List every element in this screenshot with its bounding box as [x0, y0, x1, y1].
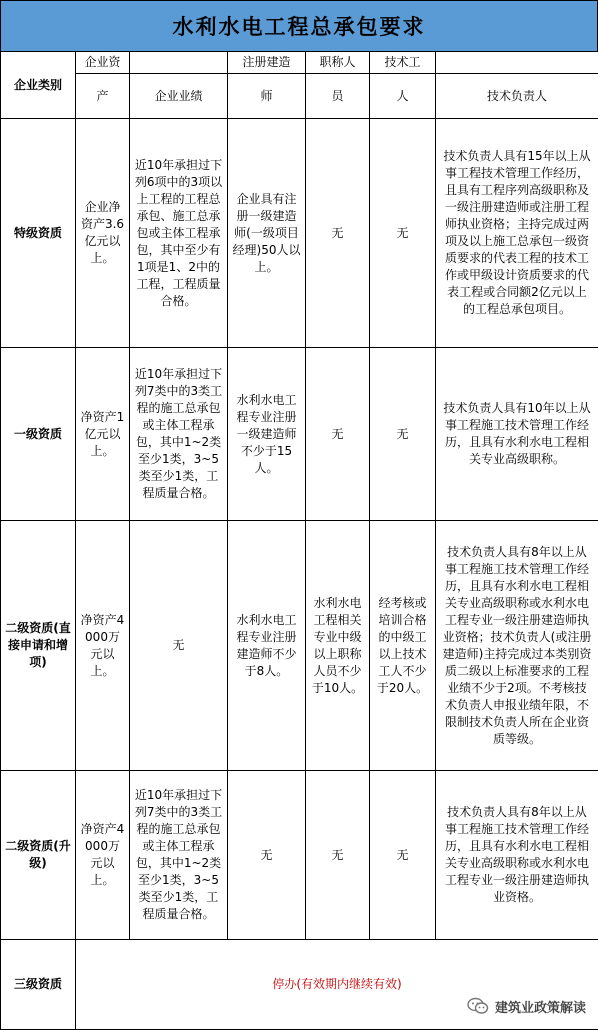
header-row-top: [1, 52, 598, 74]
row-tech-leader: 技术负责人具有15年以上从事工程技术管理工作经历，且具有工程序列高级职称及一级注册建造师或注册工程师执业资格；主持完成过两项及以上施工总承包一级资质要求的代表工程的技术工作或甲级设计资质要求的代表工程或合同额2亿元以上的工程总承包项目。: [436, 119, 598, 348]
header-worker-bottom: 人: [370, 74, 436, 119]
header-assets-bottom: 产: [76, 74, 130, 119]
row-category: 三级资质: [1, 940, 76, 1030]
header-tech-leader: 技术负责人: [436, 74, 598, 119]
table-row: [1, 771, 598, 940]
row-worker: 无: [370, 119, 436, 348]
header-performance-top: [130, 52, 228, 74]
table-row: [1, 348, 598, 521]
row-engineer: 无: [228, 771, 306, 940]
row-engineer: 企业具有注册一级建造师(一级项目经理)50人以上。: [228, 119, 306, 348]
table-title: 水利水电工程总承包要求: [0, 0, 598, 52]
header-titled-bottom: 员: [306, 74, 370, 119]
row-assets: 净资产1亿元以上。: [76, 348, 130, 521]
row-performance: 无: [130, 521, 228, 771]
row-titled: 无: [306, 771, 370, 940]
watermark: [465, 994, 588, 1018]
row-performance: 近10年承担过下列6项中的3项以上工程的工程总承包、施工总承包或主体工程承包，其中至少有1项是1、2中的工程，工程质量合格。: [130, 119, 228, 348]
row-tech-leader: 技术负责人具有8年以上从事工程施工技术管理工作经历，且具有水利水电工程相关专业高级职称或水利水电工程专业一级注册建造师执业资格；技术负责人(或注册建造师)主持完成过本类别资质二级以上标准要求的工程业绩不少于2项。不考核技术负责人申报业绩年限，不限制技术负责人所在企业资质等级。: [436, 521, 598, 771]
row-category: 特级资质: [1, 119, 76, 348]
header-engineer-bottom: 师: [228, 74, 306, 119]
watermark-text: 建筑业政策解读: [494, 1000, 586, 1016]
row-titled: 无: [306, 348, 370, 521]
header-tech-leader-top: [436, 52, 598, 74]
row-titled: 水利水电工程相关专业中级以上职称人员不少于10人。: [306, 521, 370, 771]
header-category: 企业类别: [1, 52, 76, 119]
row-performance: 近10年承担过下列7类中的3类工程的施工总承包或主体工程承包，其中1~2类至少1类，3~5类至少1类，工程质量合格。: [130, 771, 228, 940]
qualification-table: [0, 51, 598, 1030]
row-tech-leader: 技术负责人具有10年以上从事工程施工技术管理工作经历，且具有水利水电工程相关专业高级职称。: [436, 348, 598, 521]
row-category: 一级资质: [1, 348, 76, 521]
wechat-icon: [467, 997, 489, 1015]
row-titled: 无: [306, 119, 370, 348]
row-category: 二级资质(直接申请和增项): [1, 521, 76, 771]
row-worker: 无: [370, 348, 436, 521]
header-assets-top: 企业资: [76, 52, 130, 74]
table-row: [1, 119, 598, 348]
table-row: [1, 521, 598, 771]
row-assets: 净资产4000万元以上。: [76, 771, 130, 940]
status-note: 停办(有效期内继续有效): [76, 940, 598, 1030]
header-performance: 企业业绩: [130, 74, 228, 119]
header-engineer-top: 注册建造: [228, 52, 306, 74]
row-tech-leader: 技术负责人具有8年以上从事工程施工技术管理工作经历，且具有水利水电工程相关专业高级职称或水利水电工程专业一级注册建造师执业资格。: [436, 771, 598, 940]
row-engineer: 水利水电工程专业注册建造师不少于8人。: [228, 521, 306, 771]
row-worker: 无: [370, 771, 436, 940]
row-performance: 近10年承担过下列7类中的3类工程的施工总承包或主体工程承包，其中1~2类至少1类，3~5类至少1类，工程质量合格。: [130, 348, 228, 521]
row-engineer: 水利水电工程专业注册一级建造师不少于15人。: [228, 348, 306, 521]
row-category: 二级资质(升级): [1, 771, 76, 940]
header-titled-top: 职称人: [306, 52, 370, 74]
row-assets: 企业净资产3.6亿元以上。: [76, 119, 130, 348]
header-worker-top: 技术工: [370, 52, 436, 74]
header-row-bottom: [1, 74, 598, 119]
row-worker: 经考核或培训合格的中级工以上技术工人不少于20人。: [370, 521, 436, 771]
row-assets: 净资产4000万元以上。: [76, 521, 130, 771]
